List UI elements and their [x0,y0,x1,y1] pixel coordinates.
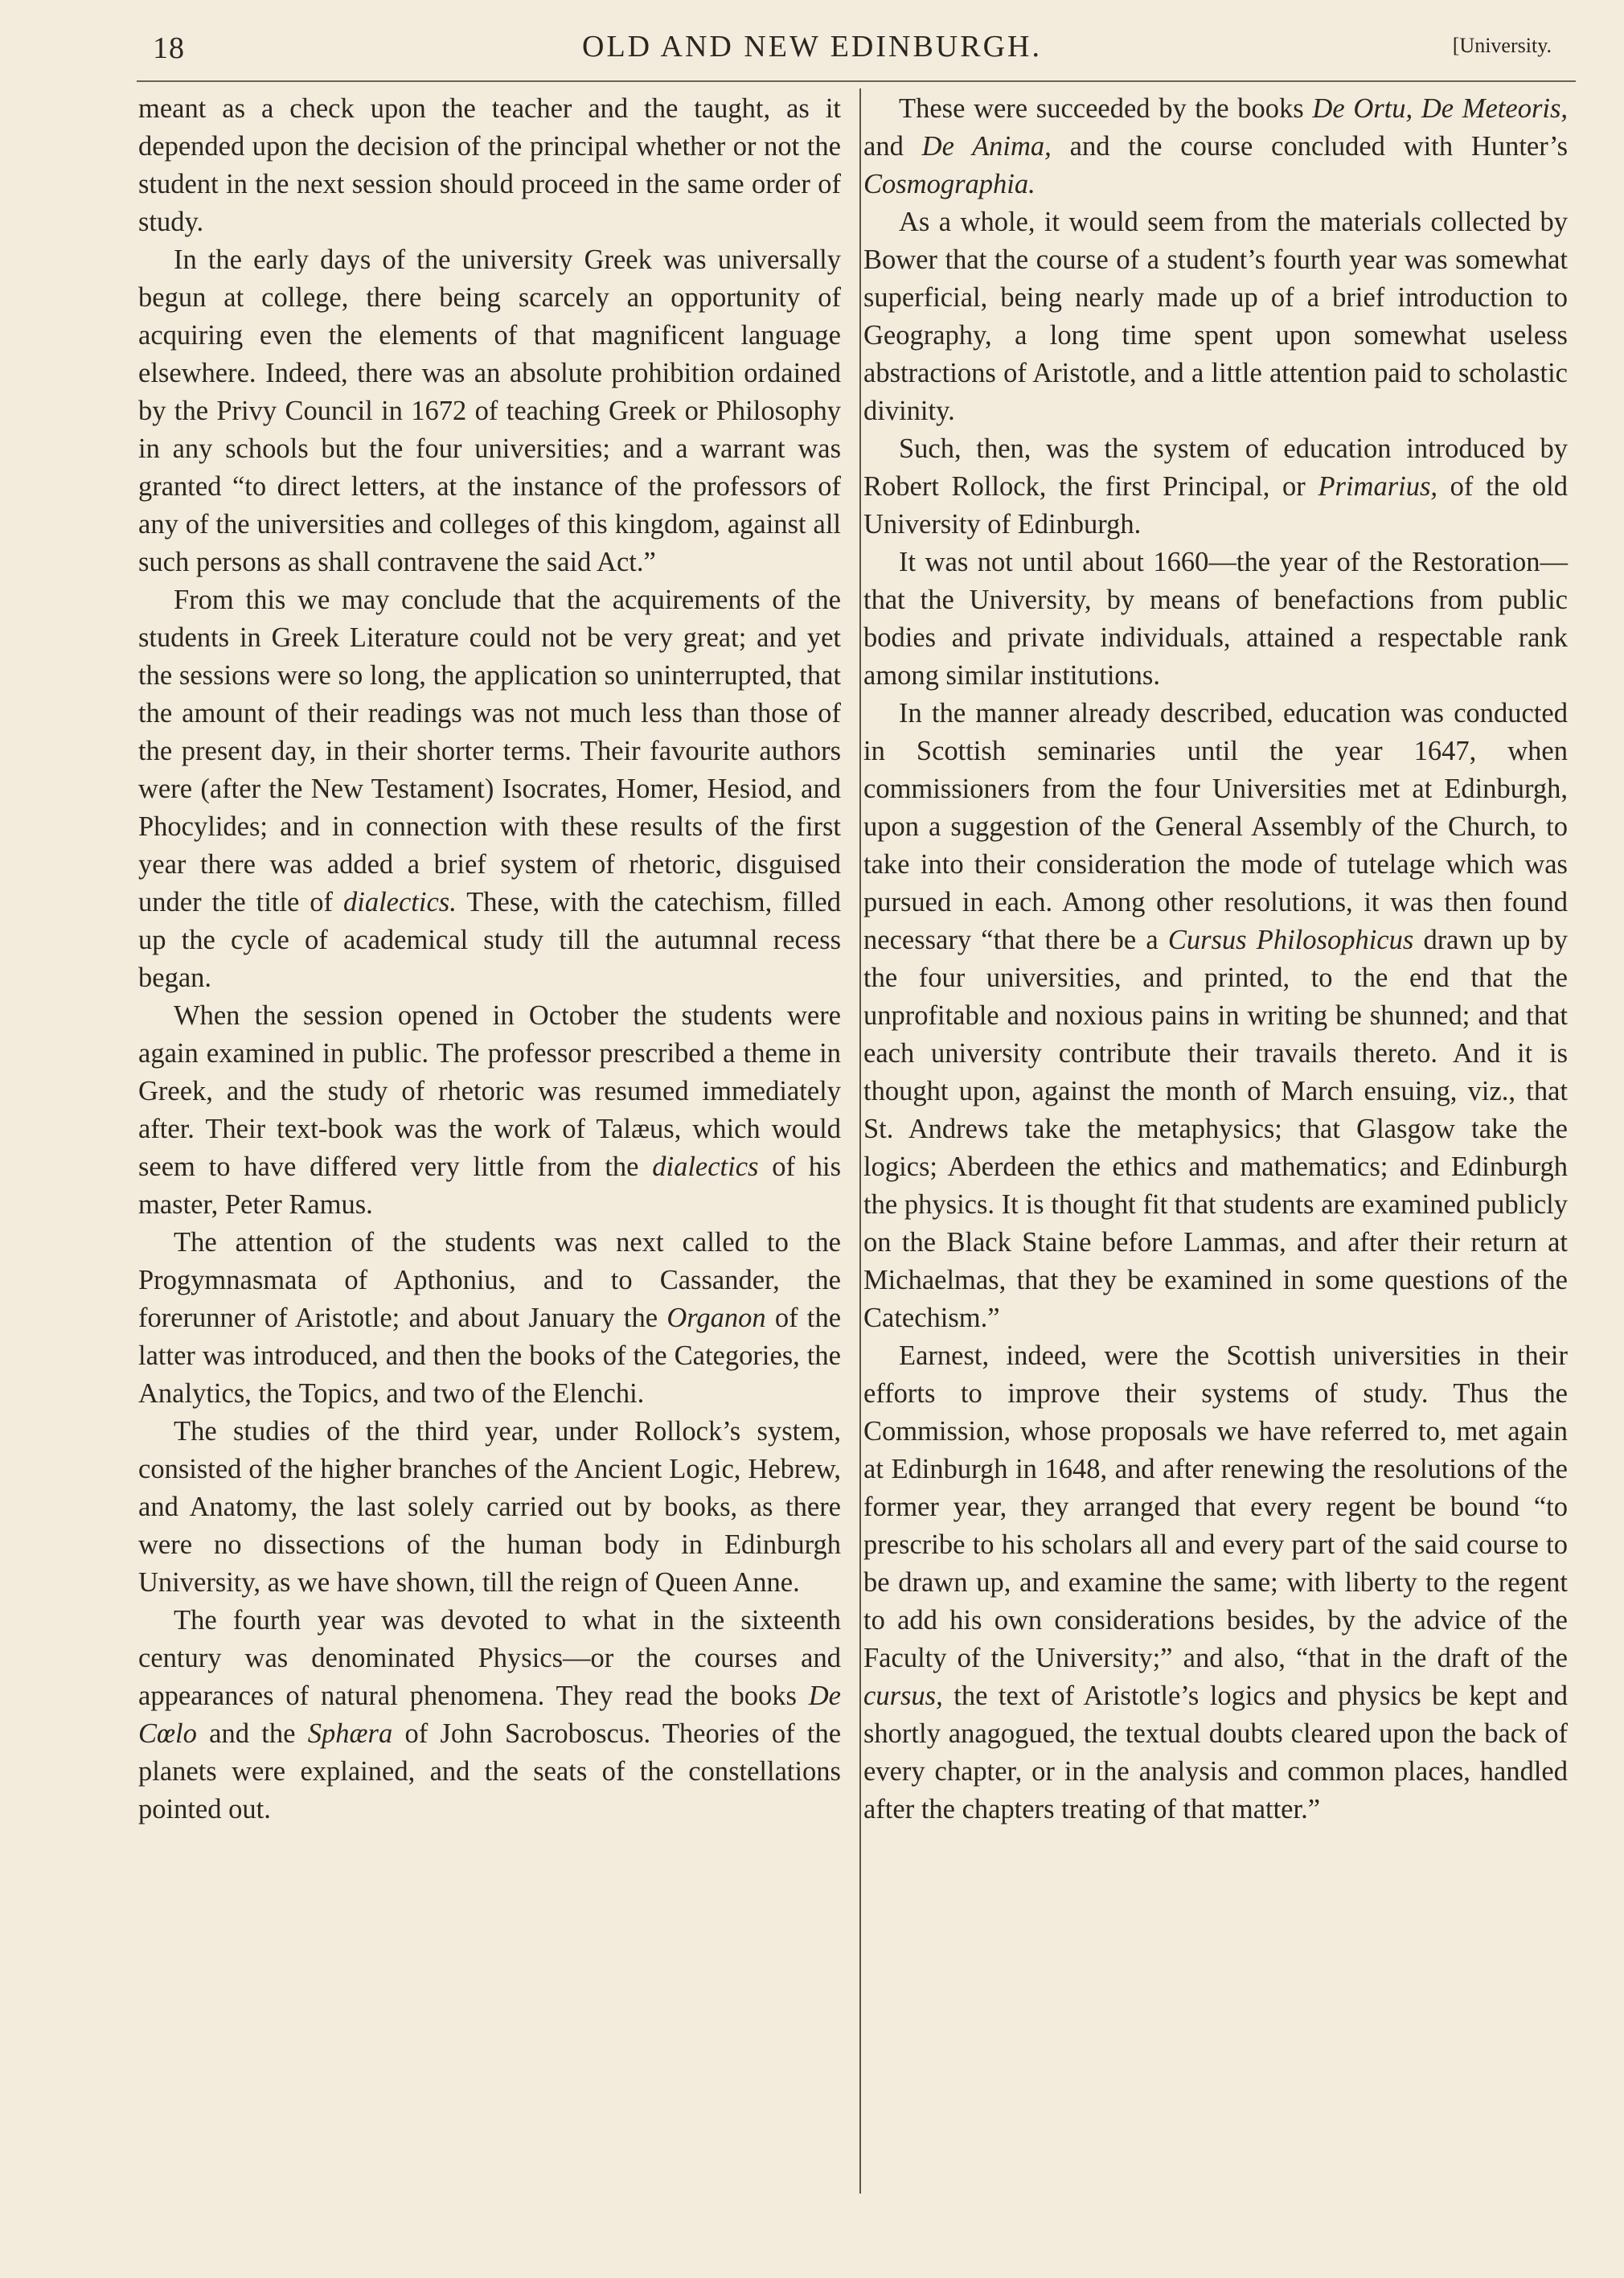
right-column [863,90,1568,1829]
italic-term: Sphæra [307,1718,393,1749]
italic-term: cursus, [863,1681,943,1711]
running-title: OLD AND NEW EDINBURGH. [582,30,1042,64]
paragraph: Such, then, was the system of education introduced by Robert Rollock, the first Principal, or Primarius, of the old University of Edinburgh. [863,433,1568,540]
paragraph: Earnest, indeed, were the Scottish universities in their efforts to improve their systems of study. Thus the Commission, whose proposals we have referred to, met again at Edinburgh in 1648, and after renewing the resolutions of the former year, they arranged that every regent be bound “to prescribe to his scholars all and every part of the said course to be drawn up, and examine the same; with liberty to the regent to add his own considerations besides, by the advice of the Faculty of the University;” and also, “that in the draft of the cursus, the text of Aristotle’s logics and physics be kept and shortly anagogued, the textual doubts cleared upon the back of every chapter, or in the analysis and common places, handled after the chapters treating of that matter.” [863,1340,1568,1824]
paragraph: It was not until about 1660—the year of the Restoration—that the University, by means of benefactions from public bodies and private individuals, attained a respectable rank among similar institutions. [863,547,1568,691]
italic-term: Primarius, [1318,471,1437,502]
italic-term: Cosmographia. [863,169,1036,199]
paragraph: The fourth year was devoted to what in the sixteenth century was denominated Physics—or the courses and appearances of natural phenomena. They read the books De Cœlo and the Sphæra of John Sacroboscus. Theories of the planets were explained, and the seats of the constellations pointed out. [138,1605,842,1824]
italic-term: Cursus Philosophicus [1167,925,1414,955]
italic-term: Organon [666,1303,766,1333]
header-rule [137,80,1576,82]
left-column [138,90,841,1829]
paragraph: The studies of the third year, under Rollock’s system, consisted of the higher branches of the Ancient Logic, Hebrew, and Anatomy, the last solely carried out by books, as there were no dissections of the human body in Edinburgh University, as we have shown, till the reign of Queen Anne. [138,1416,841,1598]
paragraph: These were succeeded by the books De Ortu, De Meteoris, and De Anima, and the course concluded with Hunter’s Cosmographia. [863,93,1569,199]
italic-term: dialectics. [343,887,457,917]
paragraph: When the session opened in October the students were again examined in public. The professor prescribed a theme in Greek, and the study of rhetoric was resumed immediately after. Their text-book was the work of Talæus, which would seem to have differed very little from the dialectics of his master, Peter Ramus. [138,1000,842,1220]
italic-term: dialectics [652,1151,759,1182]
paragraph: From this we may conclude that the acquirements of the students in Greek Literature could not be very great; and yet the sessions were so long, the application so uninterrupted, that the amount of their readings was not much less than those of the present day, in their shorter terms. Their favourite authors were (after the New Testament) Isocrates, Homer, Hesiod, and Phocylides; and in connection with these results of the first year there was added a brief system of rhetoric, disguised under the title of dialectics. These, with the catechism, filled up the cycle of academical study till the autumnal recess began. [138,585,841,993]
paragraph: In the manner already described, education was conducted in Scottish seminaries until the year 1647, when commissioners from the four Universities met at Edinburgh, upon a suggestion of the General Assembly of the Church, to take into their consideration the mode of tutelage which was pursued in each. Among other resolutions, it was then found necessary “that there be a Cursus Philosophicus drawn up by the four universities, and printed, to the end that the unprofitable and noxious pains in writing be shunned; and that each university contribute their travails thereto. And it is thought upon, against the month of March ensuing, viz., that St. Andrews take the metaphysics; that Glasgow take the logics; Aberdeen the ethics and mathematics; and Edinburgh the physics. It is thought fit that students are examined publicly on the Black Staine before Lammas, and after their return at Michaelmas, that they be examined in some questions of the Catechism.” [863,698,1568,1333]
paragraph: meant as a check upon the teacher and the taught, as it depended upon the decision of the principal whether or not the student in the next session should proceed in the same order of study. [138,93,841,237]
italic-term: De Ortu, De Meteoris, [1312,93,1569,124]
italic-term: De Anima, [921,131,1052,162]
italic-term: De Cœlo [138,1681,841,1749]
paragraph: The attention of the students was next called to the Progymnasmata of Apthonius, and to Cassander, the forerunner of Aristotle; and about January the Organon of the latter was introduced, and then the books of the Categories, the Analytics, the Topics, and two of the Elenchi. [138,1227,842,1409]
section-tag: [University. [1452,34,1552,57]
page-number: 18 [153,31,185,65]
column-divider [859,88,861,2194]
paragraph: As a whole, it would seem from the materials collected by Bower that the course of a student’s fourth year was somewhat superficial, being nearly made up of a brief introduction to Geography, a long time spent upon somewhat useless abstractions of Aristotle, and a little attention paid to scholastic divinity. [863,207,1568,426]
paragraph: In the early days of the university Greek was universally begun at college, there being scarcely an opportunity of acquiring even the elements of that magnificent language elsewhere. Indeed, there was an absolute prohibition ordained by the Privy Council in 1672 of teaching Greek or Philosophy in any schools but the four universities; and a warrant was granted “to direct letters, at the instance of the professors of any of the universities and colleges of this kingdom, against all such persons as shall contravene the said Act.” [138,244,841,577]
